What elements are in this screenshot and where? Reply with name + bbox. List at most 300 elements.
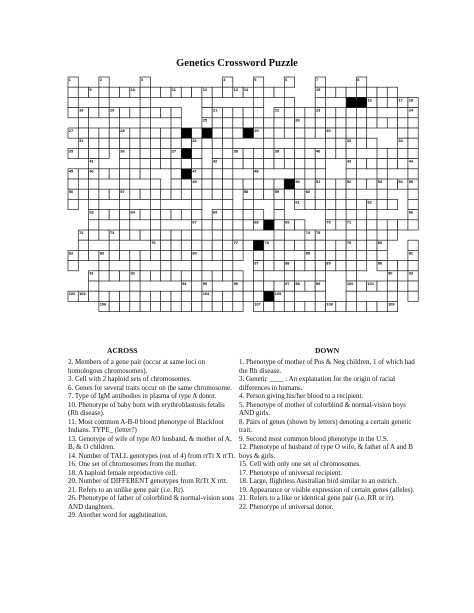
grid-cell — [367, 240, 377, 250]
grid-cell — [336, 220, 346, 230]
grid-cell — [336, 118, 346, 128]
grid-number: 3 — [140, 76, 144, 82]
grid-cell — [346, 261, 356, 271]
grid-number: 99 — [316, 280, 321, 286]
grid-cell — [212, 250, 222, 260]
grid-number: 68 — [254, 219, 259, 225]
grid-cell — [387, 118, 397, 128]
grid-cell — [223, 250, 233, 260]
grid-cell — [398, 108, 408, 118]
grid-cell — [367, 230, 377, 240]
grid-cell — [202, 250, 212, 260]
grid-number: 103 — [79, 291, 86, 297]
grid-cell — [150, 230, 160, 240]
grid-cell — [315, 240, 325, 250]
grid-cell — [192, 148, 202, 158]
grid-cell — [346, 108, 356, 118]
grid-number: 105 — [274, 291, 282, 297]
grid-cell — [243, 220, 253, 230]
grid-cell — [212, 148, 222, 158]
grid-cell — [243, 148, 253, 158]
grid-number: 51 — [316, 178, 321, 184]
grid-number: 42 — [213, 158, 218, 164]
grid-cell — [130, 291, 140, 301]
grid-cell — [120, 199, 130, 209]
grid-cell — [109, 291, 119, 301]
grid-number: 31 — [79, 138, 84, 144]
grid-cell — [212, 230, 222, 240]
across-clue: 29. Another word for agglutination. — [68, 511, 168, 519]
grid-cell — [284, 301, 294, 311]
grid-cell — [274, 210, 284, 220]
grid-cell — [212, 118, 222, 128]
grid-cell — [346, 189, 356, 199]
grid-cell — [377, 159, 387, 169]
grid-cell — [99, 108, 109, 118]
grid-cell — [326, 240, 336, 250]
grid-number: 92 — [130, 270, 135, 276]
grid-cell — [68, 179, 78, 189]
grid-cell — [336, 301, 346, 311]
grid-cell — [346, 250, 356, 260]
grid-cell — [181, 189, 191, 199]
grid-number: 66 — [408, 209, 414, 215]
grid-cell — [223, 220, 233, 230]
grid-cell — [192, 87, 202, 97]
grid-cell — [336, 179, 346, 189]
across-clue: 10. Phenotype of baby born with erythroblastosis fetalis (Rh disease). — [68, 400, 225, 417]
grid-cell — [171, 271, 181, 281]
grid-cell — [212, 169, 222, 179]
grid-cell — [223, 291, 233, 301]
grid-cell — [377, 87, 387, 97]
grid-cell — [346, 291, 356, 301]
grid-cell — [387, 179, 397, 189]
grid-cell-black — [243, 128, 253, 138]
grid-cell — [78, 169, 88, 179]
grid-cell — [253, 210, 263, 220]
across-clue: 7. Type of IgM antibodies in plasma of type A donor. — [68, 392, 217, 400]
down-clue: 18. Large, flightless Australian bird similar to an ostrich. — [239, 477, 398, 485]
grid-cell — [99, 189, 109, 199]
grid-cell — [295, 220, 305, 230]
grid-cell — [356, 159, 366, 169]
grid-cell — [408, 220, 418, 230]
grid-cell — [387, 230, 397, 240]
grid-cell — [140, 159, 150, 169]
grid-cell — [336, 189, 346, 199]
grid-number: 44 — [408, 158, 414, 164]
grid-number: 23 — [316, 107, 321, 113]
grid-number: 24 — [408, 107, 414, 113]
grid-cell — [150, 301, 160, 311]
grid-cell — [192, 301, 202, 311]
grid-cell — [253, 97, 263, 107]
grid-cell — [99, 128, 109, 138]
grid-number: 108 — [326, 301, 333, 307]
grid-cell — [89, 220, 99, 230]
down-clue: 8. Pairs of genes (shown by letters) denoting a certain genetic trait. — [239, 417, 412, 434]
grid-number: 56 — [68, 189, 74, 195]
grid-number: 87 — [254, 260, 259, 266]
grid-cell — [171, 179, 181, 189]
grid-cell — [181, 179, 191, 189]
grid-cell — [99, 230, 109, 240]
grid-cell — [181, 87, 191, 97]
grid-cell — [89, 291, 99, 301]
grid-cell — [408, 261, 418, 271]
grid-cell — [295, 128, 305, 138]
grid-cell — [202, 169, 212, 179]
grid-number: 7 — [316, 76, 319, 82]
grid-cell — [161, 250, 171, 260]
grid-cell — [99, 271, 109, 281]
grid-number: 40 — [316, 148, 321, 154]
grid-number: 47 — [192, 168, 197, 174]
grid-cell-black — [284, 179, 294, 189]
grid-cell — [78, 240, 88, 250]
down-clues — [239, 358, 419, 511]
grid-cell — [315, 118, 325, 128]
grid-cell — [387, 148, 397, 158]
grid-cell — [356, 179, 366, 189]
grid-cell — [130, 148, 140, 158]
grid-number: 64 — [130, 209, 135, 215]
grid-cell — [99, 97, 109, 107]
grid-cell — [295, 301, 305, 311]
grid-cell — [120, 179, 130, 189]
grid-number: 83 — [99, 250, 105, 256]
grid-cell — [78, 148, 88, 158]
grid-number: 86 — [377, 260, 383, 266]
grid-cell — [109, 250, 119, 260]
grid-cell — [305, 240, 315, 250]
grid-number: 20 — [110, 107, 115, 113]
grid-cell — [253, 179, 263, 189]
grid-cell — [212, 291, 222, 301]
grid-number: 76 — [151, 240, 156, 246]
grid-cell — [192, 261, 202, 271]
grid-cell — [284, 148, 294, 158]
grid-cell — [264, 128, 274, 138]
grid-cell — [150, 210, 160, 220]
grid-cell — [253, 148, 263, 158]
grid-cell — [130, 138, 140, 148]
down-clue: 5. Phenotype of mother of colorblind & normal-vision boys AND girls. — [239, 400, 407, 417]
grid-cell — [109, 118, 119, 128]
grid-number: 50 — [295, 178, 300, 184]
grid-cell — [181, 291, 191, 301]
grid-cell — [284, 97, 294, 107]
grid-cell — [387, 291, 397, 301]
grid-number: 62 — [367, 199, 372, 205]
grid-cell — [264, 261, 274, 271]
grid-cell — [253, 250, 263, 260]
grid-cell — [295, 261, 305, 271]
grid-cell — [161, 261, 171, 271]
grid-number: 25 — [202, 117, 208, 123]
grid-cell — [202, 220, 212, 230]
grid-cell — [295, 138, 305, 148]
grid-cell — [367, 87, 377, 97]
grid-cell — [192, 159, 202, 169]
across-clue: 21. Refers to an unlike gene pair (i.e. Rr). — [68, 485, 185, 494]
down-clue: 15. Cell with only one set of chromosomes. — [239, 460, 361, 468]
grid-cell-black — [264, 220, 274, 230]
grid-number: 4 — [223, 76, 226, 82]
grid-cell — [408, 148, 418, 158]
grid-cell — [398, 148, 408, 158]
grid-number: 58 — [243, 189, 249, 195]
grid-cell — [274, 230, 284, 240]
grid-cell — [140, 301, 150, 311]
grid-cell — [336, 250, 346, 260]
grid-cell — [274, 87, 284, 97]
grid-cell — [233, 179, 243, 189]
grid-cell — [326, 148, 336, 158]
grid-number: 85 — [305, 250, 311, 256]
grid-cell — [346, 199, 356, 209]
grid-cell — [192, 210, 202, 220]
grid-cell — [346, 87, 356, 97]
grid-cell — [305, 261, 315, 271]
grid-cell — [89, 281, 99, 291]
grid-cell — [120, 250, 130, 260]
across-clue: 2. Members of a gene pair (occur at same loci on homologous chromosomes). — [68, 358, 206, 375]
grid-cell — [326, 179, 336, 189]
grid-number: 90 — [388, 270, 393, 276]
grid-cell — [161, 148, 171, 158]
grid-cell — [264, 118, 274, 128]
grid-cell — [78, 87, 88, 97]
grid-cell — [192, 128, 202, 138]
grid-cell — [120, 301, 130, 311]
grid-cell — [346, 128, 356, 138]
grid-cell-black — [253, 240, 263, 250]
grid-cell — [150, 291, 160, 301]
grid-cell — [130, 189, 140, 199]
grid-cell — [264, 281, 274, 291]
grid-number: 77 — [233, 240, 238, 246]
grid-number: 14 — [243, 87, 249, 93]
grid-cell — [130, 261, 140, 271]
grid-cell — [181, 250, 191, 260]
grid-cell — [274, 240, 284, 250]
grid-cell — [171, 250, 181, 260]
grid-cell — [150, 199, 160, 209]
grid-cell — [367, 118, 377, 128]
grid-number: 98 — [295, 280, 300, 286]
grid-cell — [408, 118, 418, 128]
grid-cell — [171, 118, 181, 128]
grid-cell — [192, 230, 202, 240]
grid-cell — [377, 97, 387, 107]
grid-cell — [171, 301, 181, 311]
grid-cell — [68, 199, 78, 209]
grid-cell — [109, 210, 119, 220]
grid-cell — [181, 210, 191, 220]
grid-cell — [315, 128, 325, 138]
grid-cell — [253, 281, 263, 291]
grid-cell — [223, 169, 233, 179]
grid-cell — [150, 138, 160, 148]
grid-cell — [233, 118, 243, 128]
grid-number: 84 — [192, 250, 197, 256]
grid-cell — [202, 301, 212, 311]
grid-cell — [223, 128, 233, 138]
grid-cell — [233, 159, 243, 169]
grid-cell — [130, 169, 140, 179]
grid-cell — [223, 301, 233, 311]
grid-cell — [356, 199, 366, 209]
grid-cell — [89, 148, 99, 158]
grid-number: 102 — [68, 291, 76, 297]
grid-number: 109 — [388, 301, 395, 307]
grid-cell — [253, 271, 263, 281]
grid-number: 19 — [79, 107, 84, 113]
grid-cell — [305, 108, 315, 118]
grid-cell — [356, 220, 366, 230]
grid-cell — [346, 169, 356, 179]
grid-cell — [284, 108, 294, 118]
grid-number: 16 — [367, 97, 372, 103]
grid-cell — [89, 108, 99, 118]
grid-cell — [120, 159, 130, 169]
grid-cell — [336, 148, 346, 158]
grid-cell — [274, 128, 284, 138]
grid-cell — [161, 291, 171, 301]
grid-cell — [346, 301, 356, 311]
grid-number: 21 — [213, 107, 218, 113]
grid-cell — [212, 179, 222, 189]
grid-cell — [377, 169, 387, 179]
grid-cell — [264, 159, 274, 169]
down-clue: 19. Appearance or visible expression of certain genes (alleles). — [239, 485, 415, 494]
grid-cell — [120, 169, 130, 179]
grid-cell — [284, 128, 294, 138]
grid-cell — [336, 138, 346, 148]
grid-cell — [120, 210, 130, 220]
grid-cell — [171, 108, 181, 118]
grid-cell — [243, 108, 253, 118]
grid-cell — [150, 87, 160, 97]
grid-number: 32 — [192, 138, 197, 144]
grid-cell — [387, 97, 397, 107]
grid-cell — [326, 138, 336, 148]
grid-cell — [305, 148, 315, 158]
grid-cell — [408, 138, 418, 148]
grid-cell — [99, 169, 109, 179]
grid-cell — [326, 189, 336, 199]
grid-cell — [274, 118, 284, 128]
across-clue: 14. Number of TALL genotypes (out of 4) from rrTt X rrTt. — [68, 451, 236, 460]
grid-cell — [356, 301, 366, 311]
grid-cell — [140, 148, 150, 158]
grid-cell — [336, 128, 346, 138]
grid-cell — [130, 128, 140, 138]
grid-cell — [284, 118, 294, 128]
grid-cell — [78, 128, 88, 138]
grid-number: 71 — [346, 219, 352, 225]
grid-cell — [223, 189, 233, 199]
grid-number: 10 — [130, 87, 135, 93]
grid-cell — [284, 189, 294, 199]
grid-number: 94 — [182, 280, 187, 286]
grid-cell — [161, 189, 171, 199]
grid-cell — [223, 108, 233, 118]
grid-cell — [398, 281, 408, 291]
grid-cell — [274, 159, 284, 169]
grid-cell — [387, 159, 397, 169]
grid-cell — [377, 148, 387, 158]
grid-cell — [336, 240, 346, 250]
grid-cell — [192, 271, 202, 281]
grid-cell — [274, 250, 284, 260]
grid-cell — [130, 230, 140, 240]
grid-cell — [253, 118, 263, 128]
grid-cell — [78, 189, 88, 199]
grid-number: 69 — [285, 219, 290, 225]
grid-cell — [212, 128, 222, 138]
grid-cell-black — [181, 128, 191, 138]
grid-cell — [130, 108, 140, 118]
grid-cell — [233, 301, 243, 311]
grid-cell — [408, 281, 418, 291]
grid-cell — [356, 118, 366, 128]
grid-cell — [264, 87, 274, 97]
grid-cell — [305, 281, 315, 291]
grid-cell — [408, 189, 418, 199]
grid-number: 9 — [89, 87, 92, 93]
grid-cell — [140, 108, 150, 118]
grid-cell-black — [181, 148, 191, 158]
grid-cell — [212, 220, 222, 230]
grid-cell — [253, 291, 263, 301]
grid-cell — [223, 210, 233, 220]
grid-cell — [356, 281, 366, 291]
down-clue: 4. Person giving his/her blood to a recipient. — [239, 392, 364, 400]
grid-cell — [367, 220, 377, 230]
grid-cell — [398, 220, 408, 230]
grid-cell — [274, 301, 284, 311]
grid-cell — [212, 301, 222, 311]
grid-cell — [99, 291, 109, 301]
grid-cell — [150, 250, 160, 260]
grid-cell — [356, 128, 366, 138]
grid-number: 106 — [99, 301, 107, 307]
grid-cell — [223, 240, 233, 250]
grid-cell — [326, 118, 336, 128]
grid-number: 27 — [68, 127, 74, 133]
grid-cell — [305, 118, 315, 128]
grid-cell — [233, 271, 243, 281]
grid-cell — [295, 108, 305, 118]
grid-cell — [161, 230, 171, 240]
grid-number: 73 — [110, 229, 115, 235]
grid-cell — [315, 169, 325, 179]
grid-cell — [398, 128, 408, 138]
grid-number: 6 — [285, 76, 288, 82]
grid-number: 18 — [408, 97, 414, 103]
across-clue: 6. Genes for several traits occur on the same chromosome. — [68, 383, 232, 392]
grid-cell — [161, 138, 171, 148]
grid-cell — [367, 210, 377, 220]
grid-cell — [387, 199, 397, 209]
grid-cell — [243, 240, 253, 250]
grid-number: 70 — [326, 219, 331, 225]
grid-cell-black — [202, 128, 212, 138]
grid-cell — [89, 199, 99, 209]
